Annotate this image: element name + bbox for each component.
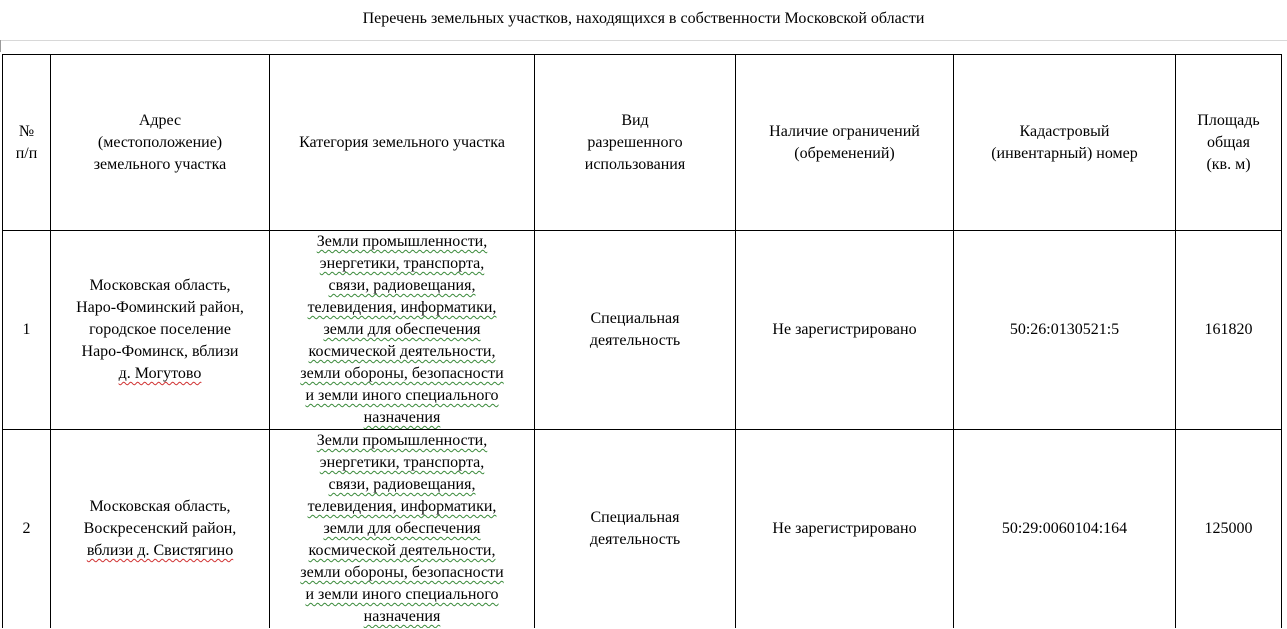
- header-usage: Вид разрешенного использования: [535, 55, 736, 231]
- header-cadastral: Кадастровый (инвентарный) номер: [954, 55, 1176, 231]
- cell-cadastral: 50:29:0060104:164: [954, 430, 1176, 629]
- table-row: [3, 231, 1282, 430]
- cell-area: 125000: [1176, 430, 1282, 629]
- header-restrictions: Наличие ограничений (обременений): [736, 55, 954, 231]
- header-address: Адрес (местоположение) земельного участка: [51, 55, 270, 231]
- cell-number: 2: [3, 430, 51, 629]
- cell-usage: Специальная деятельность: [535, 231, 736, 430]
- document-title: Перечень земельных участков, находящихся в собственности Московской области: [362, 10, 925, 27]
- cell-usage: Специальная деятельность: [535, 430, 736, 629]
- table-row: [3, 430, 1282, 629]
- cell-cadastral: 50:26:0130521:5: [954, 231, 1176, 430]
- land-plots-table: [2, 54, 1282, 628]
- cell-area: 161820: [1176, 231, 1282, 430]
- header-number: № п/п: [3, 55, 51, 231]
- cell-restrictions: Не зарегистрировано: [736, 430, 954, 629]
- header-area: Площадь общая (кв. м): [1176, 55, 1282, 231]
- cell-address: Московская область, Воскресенский район, вблизи д. Свистягино: [51, 430, 270, 629]
- page-edge-tick: [0, 40, 1, 52]
- cell-number: 1: [3, 231, 51, 430]
- table-header-row: [3, 55, 1282, 231]
- page-edge-line: [0, 40, 1287, 41]
- header-category: Категория земельного участка: [270, 55, 535, 231]
- cell-restrictions: Не зарегистрировано: [736, 231, 954, 430]
- cell-category: Земли промышленности, энергетики, транспорта, связи, радиовещания, телевидения, информатики, земли для обеспечения космической деятельности, земли обороны, безопасности и земли иного специального назначения: [270, 231, 535, 430]
- cell-address: Московская область, Наро-Фоминский район, городское поселение Наро-Фоминск, вблизи д. Могутово: [51, 231, 270, 430]
- cell-category: Земли промышленности, энергетики, транспорта, связи, радиовещания, телевидения, информатики, земли для обеспечения космической деятельности, земли обороны, безопасности и земли иного специального назначения: [270, 430, 535, 629]
